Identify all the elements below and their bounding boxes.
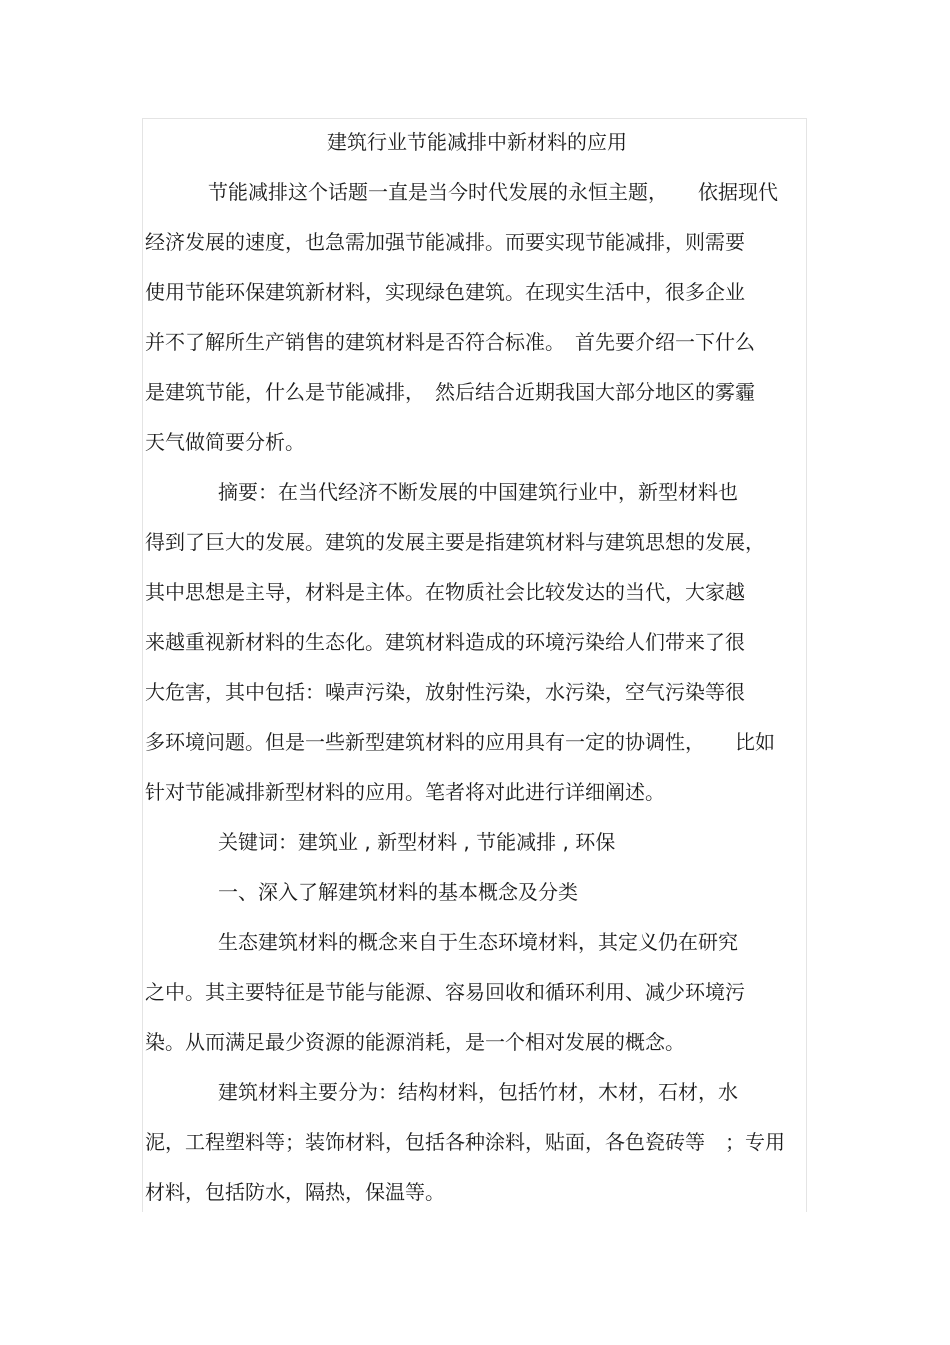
paragraph-line: 经济发展的速度，也急需加强节能减排。而要实现节能减排，则需要 (145, 230, 745, 254)
paragraph-line: 染。从而满足最少资源的能源消耗，是一个相对发展的概念。 (145, 1030, 685, 1054)
paragraph-line: 是建筑节能，什么是节能减排， 然后结合近期我国大部分地区的雾霾 (145, 380, 755, 404)
abstract-line: 多环境问题。但是一些新型建筑材料的应用具有一定的协调性， 比如 (145, 730, 775, 754)
abstract-line: 得到了巨大的发展。建筑的发展主要是指建筑材料与建筑思想的发展， (145, 530, 765, 554)
paragraph-line: 使用节能环保建筑新材料，实现绿色建筑。在现实生活中，很多企业 (145, 280, 745, 304)
paragraph-line: 之中。其主要特征是节能与能源、容易回收和循环利用、减少环境污 (145, 980, 745, 1004)
abstract-line: 大危害，其中包括：噪声污染，放射性污染，水污染，空气污染等很 (145, 680, 745, 704)
paragraph-line: 建筑材料主要分为：结构材料，包括竹材，木材，石材，水 (218, 1080, 738, 1104)
paragraph-line: 并不了解所生产销售的建筑材料是否符合标准。 首先要介绍一下什么 (145, 330, 755, 354)
keywords-line: 关键词：建筑业 , 新型材料 , 节能减排 , 环保 (218, 830, 616, 854)
paragraph-line: 节能减排这个话题一直是当今时代发展的永恒主题， 依据现代 (208, 180, 778, 204)
abstract-line: 针对节能减排新型材料的应用。笔者将对此进行详细阐述。 (145, 780, 665, 804)
section-heading: 一、深入了解建筑材料的基本概念及分类 (218, 880, 578, 904)
document-title: 建筑行业节能减排中新材料的应用 (327, 130, 627, 154)
paragraph-line: 天气做简要分析。 (145, 430, 305, 454)
abstract-line: 来越重视新材料的生态化。建筑材料造成的环境污染给人们带来了很 (145, 630, 745, 654)
paragraph-line: 材料，包括防水，隔热，保温等。 (145, 1180, 445, 1204)
abstract-line: 其中思想是主导，材料是主体。在物质社会比较发达的当代，大家越 (145, 580, 745, 604)
paragraph-line: 泥，工程塑料等；装饰材料，包括各种涂料，贴面，各色瓷砖等 ；专用 (145, 1130, 785, 1154)
paragraph-line: 生态建筑材料的概念来自于生态环境材料，其定义仍在研究 (218, 930, 738, 954)
abstract-line: 摘要：在当代经济不断发展的中国建筑行业中，新型材料也 (218, 480, 738, 504)
